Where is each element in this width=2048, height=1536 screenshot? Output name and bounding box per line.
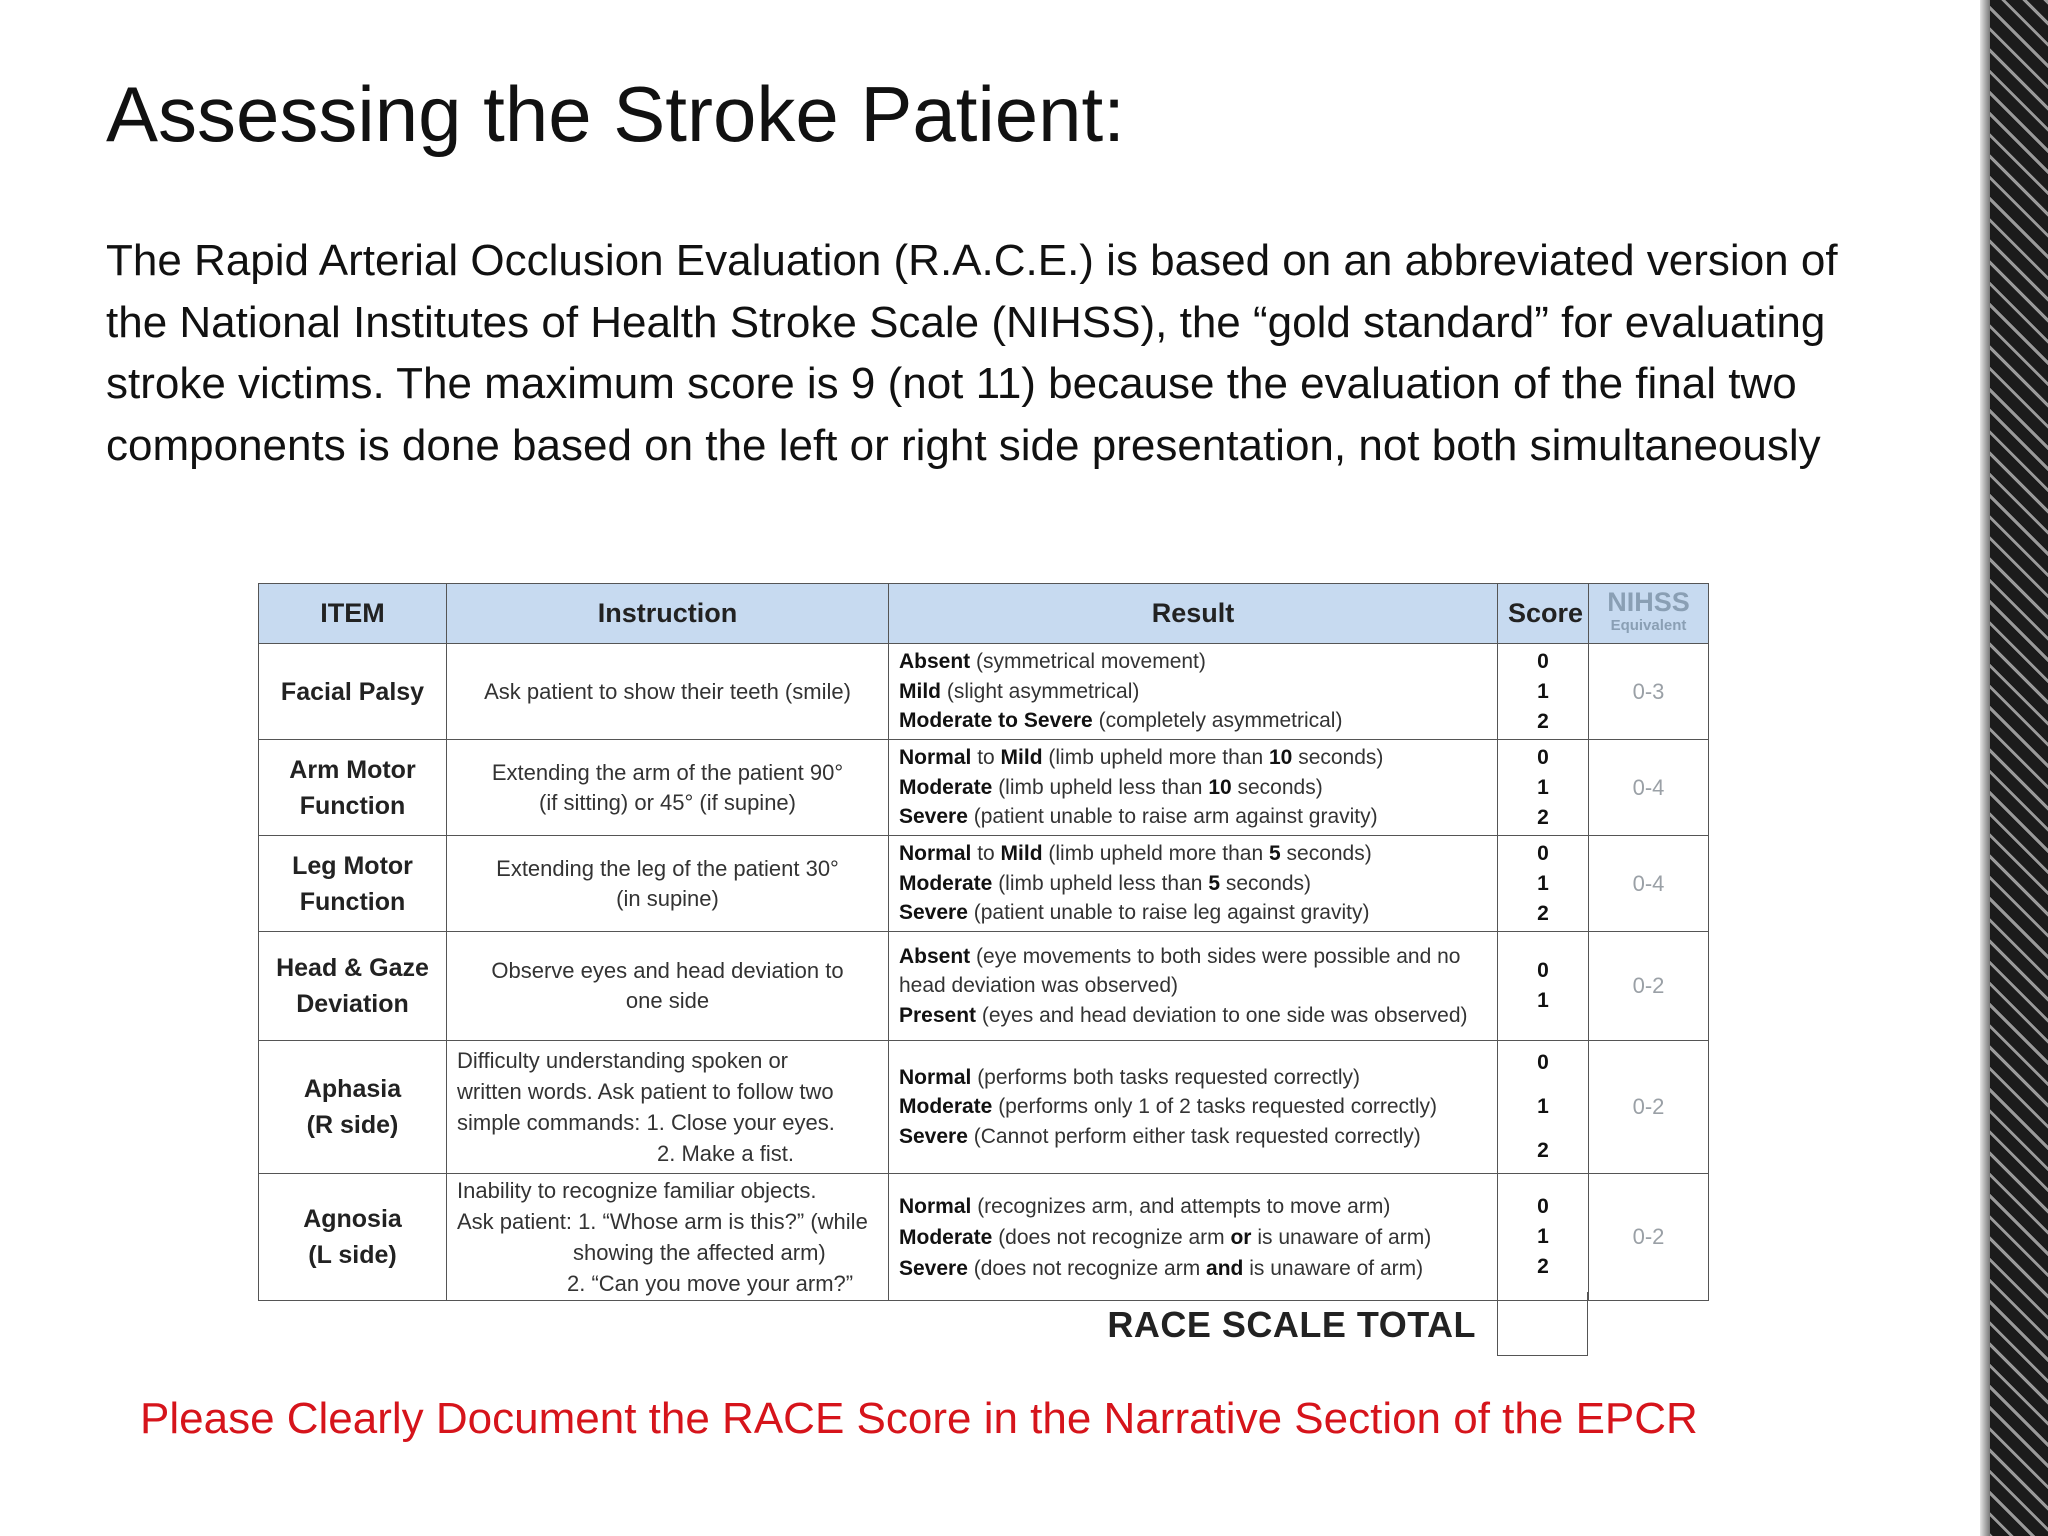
- race-scale-table: [258, 583, 1709, 1301]
- result-line: Moderate (limb upheld less than 10 seconds): [899, 775, 1323, 799]
- result-line: Normal (recognizes arm, and attempts to move arm): [899, 1194, 1391, 1218]
- result-line: Moderate (performs only 1 of 2 tasks requested correctly): [899, 1095, 1438, 1119]
- score-cell: 0 1 2: [1498, 1041, 1589, 1174]
- nihss-cell: 0-4: [1589, 836, 1709, 932]
- instruction-cell: [447, 644, 889, 740]
- result-line: Normal to Mild (limb upheld more than 10 seconds): [899, 746, 1384, 770]
- nihss-cell: 0-2: [1589, 1174, 1709, 1301]
- result-line: Present (eyes and head deviation to one side was observed): [899, 1003, 1468, 1027]
- result-line: Moderate to Severe (completely asymmetrical): [899, 709, 1343, 733]
- header-instruction: Instruction: [447, 584, 889, 644]
- decorative-edge-strip: [1980, 0, 2048, 1536]
- table-row: [259, 836, 1709, 932]
- score-cell: 0 1 2: [1498, 1174, 1589, 1301]
- instruction-cell: Observe eyes and head deviation to one side: [447, 932, 889, 1041]
- result-cell: [889, 836, 1498, 932]
- item-cell: Leg Motor Function: [259, 836, 447, 932]
- item-cell: [259, 740, 447, 836]
- score-cell: 0 1: [1498, 932, 1589, 1041]
- result-cell: [889, 1174, 1498, 1301]
- table-row: [259, 644, 1709, 740]
- nihss-cell: 0-4: [1589, 740, 1709, 836]
- item-cell: [259, 644, 447, 740]
- header-nihss-label: NIHSS: [1607, 586, 1690, 617]
- nihss-cell: 0-3: [1589, 644, 1709, 740]
- item-cell: Aphasia (R side): [259, 1041, 447, 1174]
- table-row: [259, 1041, 1709, 1174]
- table-row: [259, 740, 1709, 836]
- nihss-cell: 0-2: [1589, 932, 1709, 1041]
- documentation-note: Please Clearly Document the RACE Score in the Narrative Section of the EPCR: [140, 1394, 1698, 1443]
- result-line: Absent (eye movements to both sides were possible and no: [899, 944, 1461, 968]
- race-scale-table-container: [258, 583, 1708, 1345]
- item-name: Facial Palsy: [280, 677, 425, 706]
- result-line: Moderate (does not recognize arm or is unaware of arm): [899, 1225, 1432, 1249]
- result-line: Absent (symmetrical movement): [899, 650, 1206, 674]
- race-total-label: RACE SCALE TOTAL: [1107, 1304, 1476, 1345]
- instruction-cell: Difficulty understanding spoken or written words. Ask patient to follow two simple commands: 1. Close your eyes. 2. Make a fist.: [447, 1041, 889, 1174]
- result-line: head deviation was observed): [899, 974, 1179, 998]
- score-cell: 0 1 2: [1498, 836, 1589, 932]
- instruction-cell: Extending the arm of the patient 90° (if sitting) or 45° (if supine): [447, 740, 889, 836]
- header-score: Score: [1498, 584, 1589, 644]
- result-cell: [889, 740, 1498, 836]
- item-name: Arm Motor: [289, 755, 416, 784]
- race-total-box: [1497, 1292, 1588, 1356]
- result-line: Normal to Mild (limb upheld more than 5 seconds): [899, 842, 1372, 866]
- header-item: ITEM: [259, 584, 447, 644]
- result-line: Severe (does not recognize arm and is unaware of arm): [899, 1256, 1424, 1280]
- result-cell: [889, 932, 1498, 1041]
- table-row: [259, 932, 1709, 1041]
- race-total-row: [258, 1292, 1708, 1358]
- result-line: Severe (Cannot perform either task requested correctly): [899, 1124, 1421, 1148]
- header-nihss-sub: Equivalent: [1610, 616, 1687, 634]
- nihss-cell: 0-2: [1589, 1041, 1709, 1174]
- instruction-cell: Extending the leg of the patient 30° (in supine): [447, 836, 889, 932]
- result-line: Mild (slight asymmetrical): [899, 679, 1140, 703]
- result-line: Severe (patient unable to raise arm against gravity): [899, 805, 1378, 829]
- result-line: Normal (performs both tasks requested correctly): [899, 1065, 1361, 1089]
- result-line: Moderate (limb upheld less than 5 seconds): [899, 871, 1312, 895]
- header-nihss: [1589, 584, 1709, 644]
- instruction-text: Ask patient to show their teeth (smile): [484, 678, 851, 704]
- result-cell: [889, 644, 1498, 740]
- score-cell: 0 1 2: [1498, 644, 1589, 740]
- item-cell: Agnosia (L side): [259, 1174, 447, 1301]
- item-name: Function: [299, 791, 406, 820]
- score-cell: 0 1 2: [1498, 740, 1589, 836]
- table-header-row: [259, 584, 1709, 644]
- slide-title: Assessing the Stroke Patient:: [106, 70, 1125, 158]
- instruction-cell: Inability to recognize familiar objects. Ask patient: 1. “Whose arm is this?” (while showing the affected arm) 2. “Can you move your arm?”: [447, 1174, 889, 1301]
- result-cell: [889, 1041, 1498, 1174]
- intro-paragraph: The Rapid Arterial Occlusion Evaluation (R.A.C.E.) is based on an abbreviated version of the National Institutes of Health Stroke Scale (NIHSS), the “gold standard” for evaluating stroke victims. The maximum score is 9 (not 11) because the evaluation of the final two components is done based on the left or right side presentation, not both simultaneously: [106, 236, 1838, 470]
- item-cell: Head & Gaze Deviation: [259, 932, 447, 1041]
- result-line: Severe (patient unable to raise leg against gravity): [899, 901, 1370, 925]
- table-row: [259, 1174, 1709, 1301]
- header-result: Result: [889, 584, 1498, 644]
